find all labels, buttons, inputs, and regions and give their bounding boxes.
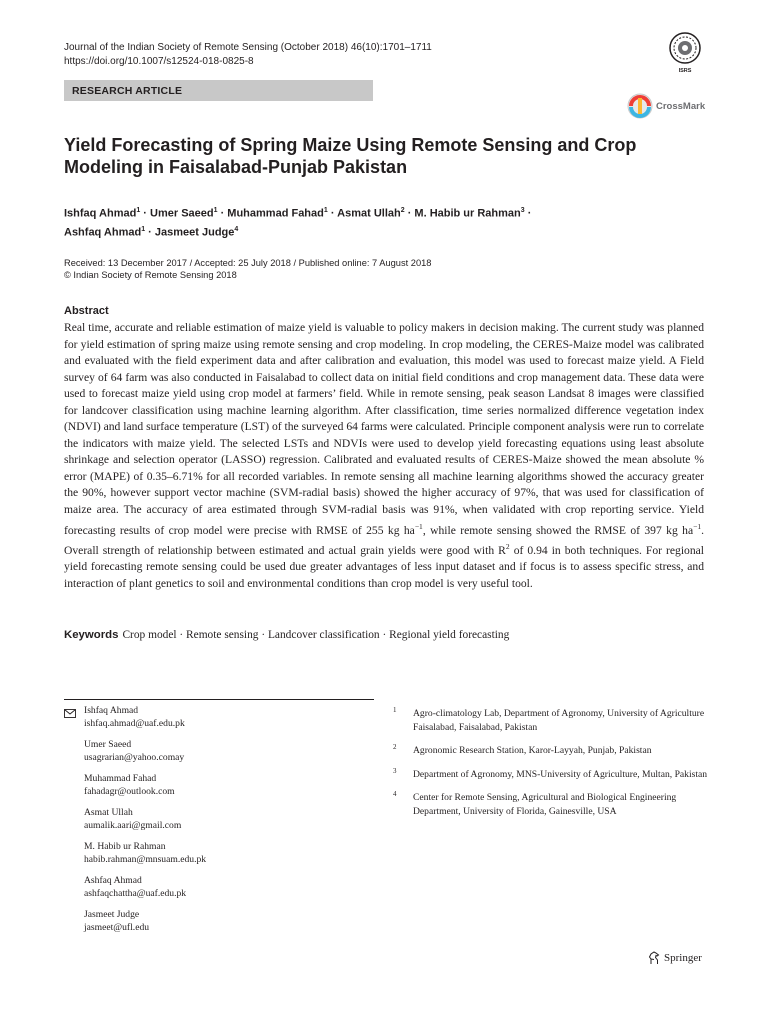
affiliation-entry: 4 Center for Remote Sensing, Agricultural and Biological Engineering Department, University of Florida, Gainesville, USA: [393, 790, 677, 817]
email-link[interactable]: usagrarian@yahoo.comay: [84, 752, 185, 763]
abstract-heading: Abstract: [64, 305, 109, 317]
article-type-banner: [64, 80, 373, 101]
publication-dates: [64, 257, 431, 281]
crossmark-label: CrossMark: [656, 100, 706, 112]
isrs-logo: [667, 32, 703, 79]
envelope-icon: [64, 705, 76, 723]
email-link[interactable]: jasmeet@ufl.edu: [84, 922, 150, 933]
publisher-mark: [648, 951, 702, 965]
contact-entry: Jasmeet Judge jasmeet@ufl.edu: [84, 908, 384, 934]
contact-entry: M. Habib ur Rahman habib.rahman@mnsuam.edu.pk: [84, 840, 384, 866]
author-name: M. Habib ur Rahman: [414, 207, 521, 220]
crossmark-badge[interactable]: [627, 93, 705, 119]
author-name: Umer Saeed: [150, 207, 214, 220]
springer-horse-icon: [648, 951, 660, 965]
author-name: Asmat Ullah: [337, 207, 401, 220]
isrs-label: ISRS: [678, 68, 692, 74]
affiliation-entry: 1 Agro-climatology Lab, Department of Agronomy, University of Agriculture Faisalabad, Faisalabad, Pakistan: [393, 706, 705, 733]
affiliation-list: [393, 707, 713, 828]
journal-citation: Journal of the Indian Society of Remote Sensing (October 2018) 46(10):1701–1711: [64, 42, 432, 53]
email-link[interactable]: habib.rahman@mnsuam.edu.pk: [84, 854, 207, 865]
doi-link[interactable]: https://doi.org/10.1007/s12524-018-0825-8: [64, 56, 254, 67]
email-link[interactable]: ashfaqchattha@uaf.edu.pk: [84, 888, 187, 899]
dates-line: Received: 13 December 2017 / Accepted: 25 July 2018 / Published online: 7 August 2018: [64, 258, 432, 268]
contact-entry: Ashfaq Ahmad ashfaqchattha@uaf.edu.pk: [84, 874, 384, 900]
email-link[interactable]: ishfaq.ahmad@uaf.edu.pk: [84, 718, 185, 729]
email-link[interactable]: fahadagr@outlook.com: [84, 786, 175, 797]
keywords-text: Crop model · Remote sensing · Landcover classification · Regional yield forecasting: [122, 629, 510, 641]
affiliation-entry: 3 Department of Agronomy, MNS-University of Agriculture, Multan, Pakistan: [393, 766, 708, 780]
keywords-label: Keywords: [64, 629, 119, 641]
author-name: Muhammad Fahad: [227, 207, 324, 220]
contact-entry: Ishfaq Ahmad ishfaq.ahmad@uaf.edu.pk: [84, 704, 384, 730]
copyright-line: © Indian Society of Remote Sensing 2018: [64, 270, 237, 280]
keywords: [64, 629, 509, 641]
footnote-divider: [64, 699, 374, 700]
contact-entry: Asmat Ullah aumalik.aari@gmail.com: [84, 806, 384, 832]
author-list: Ishfaq Ahmad$^1$ · Umer Saeed$^1$ · Muhammad Fahad$^1$ · Asmat Ullah$^2$ · M. Habib ur Rahman$^3$ · Ashfaq Ahmad$^1$ · Jasmeet Judge$^4$: [64, 207, 532, 239]
contact-entry: Umer Saeed usagrarian@yahoo.comay: [84, 738, 384, 764]
publisher-name: Springer: [664, 952, 702, 964]
contact-entry: Muhammad Fahad fahadagr@outlook.com: [84, 772, 384, 798]
affiliation-entry: 2 Agronomic Research Station, Karor-Layyah, Punjab, Pakistan: [393, 743, 652, 756]
author-name: Ishfaq Ahmad: [64, 207, 137, 220]
abstract-body: Real time, accurate and reliable estimation of maize yield is valuable to policy makers in decision making. The current study was planned for yield estimation of spring maize using remote sensing and crop modeling. In crop modeling, the CERES-Maize model was calibrated and evaluated with the field experiment data and after calibration and evaluation, this model was used to forecast maize yield. A Field survey of 64 farm was also conducted in Faisalabad to collect data on initial field conditions and crop management data. These data were used to forecast maize yield using crop model at farmers’ field. While in remote sensing, peak season Landsat 8 images were classified for landcover classification using machine learning algorithm. After classification, time series normalized difference vegetation index (NDVI) and land surface temperature (LST) of the surveyed 64 farms were calculated. Principle component analysis were run to correlate the indicators with maize yield. The selected LSTs and NDVIs were used to develop yield forecasting equations using least absolute shrinkage and selection operator (LASSO) regression. Calibrated and evaluated results of CERES-Maize showed the mean absolute % error (MAPE) of 0.35–6.71% for all recorded variables. In remote sensing all machine learning algorithms showed the accuracy greater the 90%, however support vector machine (SVM-radial basis) showed the higher accuracy of 97%, that was used for classification of maize area. The accuracy of area estimated through SVM-radial basis was 91%, when validated with crop reporting service. Yield forecasting results of crop model were precise with RMSE of 255 kg $ha^{-1}$, while remote sensing showed the RMSE of 397 kg $ha^{-1}$. Overall strength of relationship between estimated and actual grain yields were good with $R^2$ of 0.94 in both techniques. For regional yield forecasting remote sensing could be used due greater advantages of less input dataset and if focus is to assess specific stress, and interaction of plant genetics to soil and environmental conditions than crop model is very useful tool.: [64, 321, 705, 590]
contact-list: [84, 704, 384, 942]
author-name: Ashfaq Ahmad: [64, 226, 142, 239]
article-type: RESEARCH ARTICLE: [72, 84, 183, 97]
crossmark-icon: [627, 93, 653, 119]
author-name: Jasmeet Judge: [154, 226, 235, 239]
article-title: Yield Forecasting of Spring Maize Using Remote Sensing and Crop Modeling in Faisalabad-Punjab Pakistan: [64, 135, 637, 177]
email-link[interactable]: aumalik.aari@gmail.com: [84, 820, 182, 831]
